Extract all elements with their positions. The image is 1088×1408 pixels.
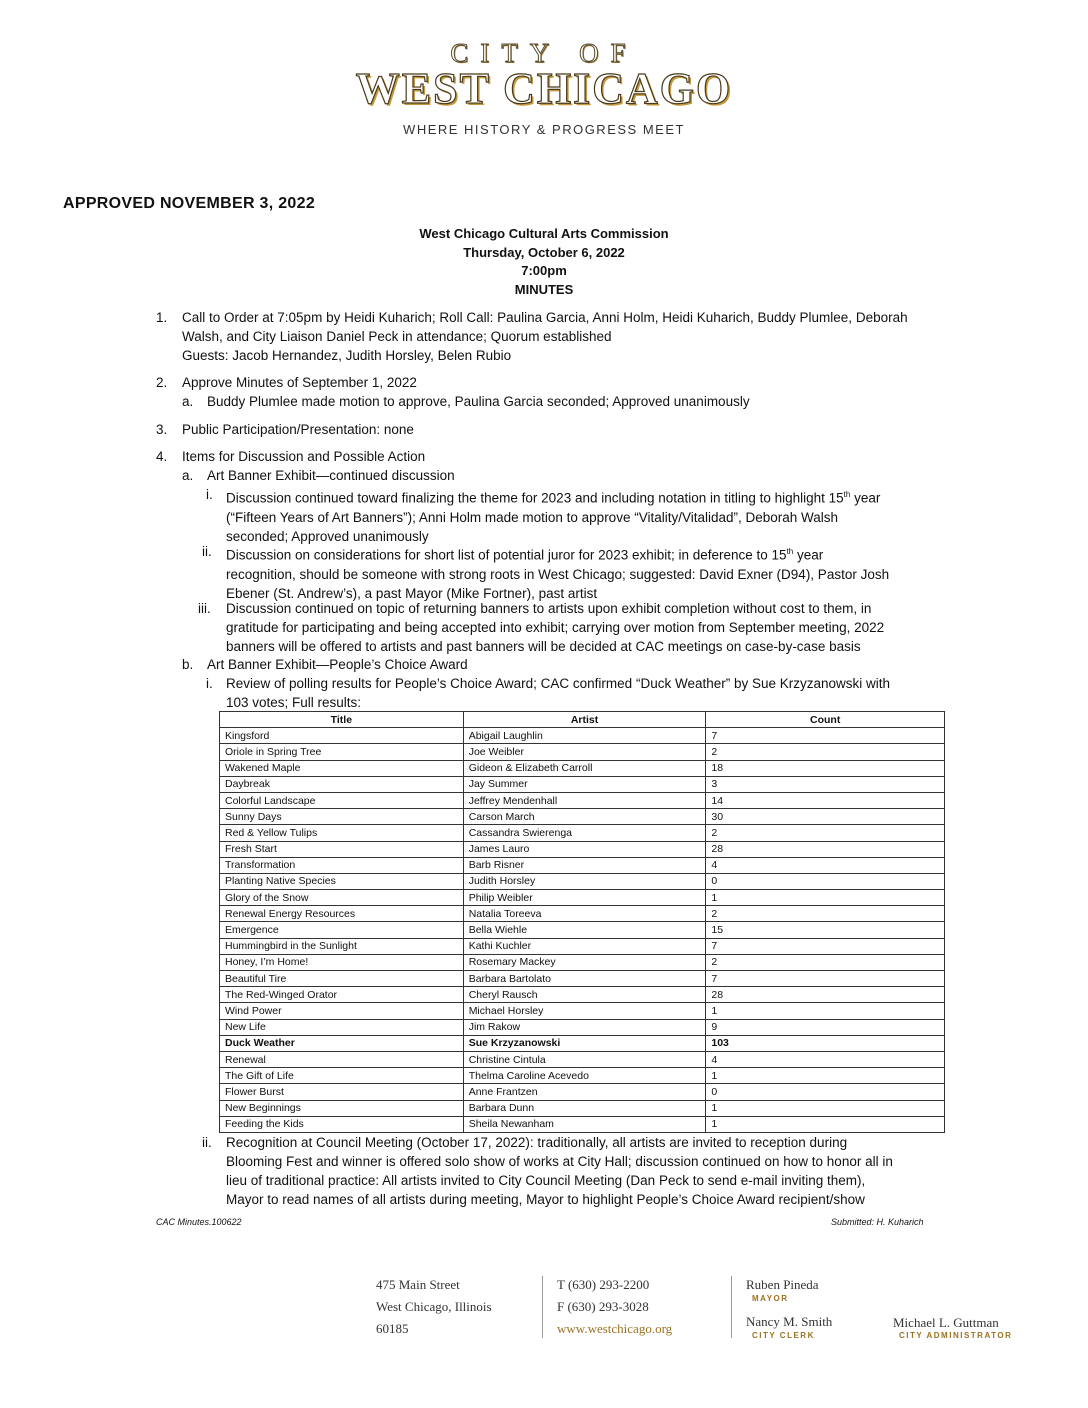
item-line: Call to Order at 7:05pm by Heidi Kuharich; Roll Call: Paulina Garcia, Anni Holm, Heidi Kuharich, Buddy Plumlee, Deborah: [182, 310, 908, 325]
item-4aiii-text: [226, 599, 884, 656]
cell-title: Wakened Maple: [220, 760, 464, 776]
cell-title: Flower Burst: [220, 1084, 464, 1100]
item-4b-text: Art Banner Exhibit—People’s Choice Award: [207, 657, 468, 672]
table-row: [220, 841, 945, 857]
cell-title: Sunny Days: [220, 809, 464, 825]
table-row: [220, 873, 945, 889]
cell-artist: James Lauro: [463, 841, 706, 857]
table-row: [220, 938, 945, 954]
item-roman: ii.: [202, 1135, 212, 1150]
cell-artist: Philip Weibler: [463, 890, 706, 906]
table-row: [220, 890, 945, 906]
table-row: [220, 1019, 945, 1035]
item-line: [226, 542, 889, 565]
cell-title: Duck Weather: [220, 1035, 464, 1051]
clerk-title: CITY CLERK: [752, 1331, 815, 1340]
approval-stamp: APPROVED NOVEMBER 3, 2022: [63, 195, 316, 212]
item-line: Review of polling results for People’s Choice Award; CAC confirmed “Duck Weather” by Sue Krzyzanowski with: [226, 676, 891, 691]
superscript: th: [786, 547, 794, 556]
cell-title: New Beginnings: [220, 1100, 464, 1116]
item-4bi-text: [226, 674, 890, 712]
address-line: West Chicago, Illinois: [376, 1299, 492, 1314]
cell-title: Renewal Energy Resources: [220, 906, 464, 922]
text-part: year: [793, 547, 824, 563]
cell-artist: Natalia Toreeva: [463, 906, 706, 922]
column-header: Count: [706, 712, 945, 728]
item-2a-text: Buddy Plumlee made motion to approve, Paulina Garcia seconded; Approved unanimously: [207, 394, 750, 409]
meeting-time: 7:00pm: [521, 263, 567, 278]
cell-count: 2: [706, 906, 945, 922]
item-line: (“Fifteen Years of Art Banners”); Anni Holm made motion to approve “Vitality/Vitalidad”, Deborah Walsh: [226, 509, 839, 525]
cell-count: 0: [706, 873, 945, 889]
cell-count: 4: [706, 1051, 945, 1067]
table-row: [220, 954, 945, 970]
cell-artist: Judith Horsley: [463, 873, 706, 889]
item-number: 2.: [156, 375, 168, 390]
address-line: 475 Main Street: [376, 1277, 460, 1292]
table-row: [220, 825, 945, 841]
table-row: [220, 1100, 945, 1116]
item-roman: ii.: [202, 544, 212, 559]
cell-title: The Red-Winged Orator: [220, 987, 464, 1003]
cell-count: 2: [706, 744, 945, 760]
cell-artist: Carson March: [463, 809, 706, 825]
item-line: Discussion continued on topic of returning banners to artists upon exhibit completion without cost to them, in: [226, 601, 872, 616]
item-line: Mayor to read names of all artists during meeting, Mayor to highlight People’s Choice Award recipient/show: [226, 1192, 865, 1207]
cell-count: 2: [706, 825, 945, 841]
item-line: 103 votes; Full results:: [226, 695, 362, 710]
table-row: [220, 1068, 945, 1084]
logo-city-of: CITY OF: [450, 38, 638, 68]
cell-title: Kingsford: [220, 728, 464, 744]
item-4-text: Items for Discussion and Possible Action: [182, 449, 426, 464]
item-4aii-text: [226, 542, 889, 603]
cell-title: Honey, I’m Home!: [220, 954, 464, 970]
cell-artist: Michael Horsley: [463, 1003, 706, 1019]
results-table: [219, 711, 945, 1133]
cell-title: Beautiful Tire: [220, 971, 464, 987]
item-roman: iii.: [198, 601, 211, 616]
cell-artist: Jeffrey Mendenhall: [463, 792, 706, 808]
city-address: [376, 1274, 492, 1340]
cell-artist: Barb Risner: [463, 857, 706, 873]
table-row: [220, 744, 945, 760]
item-line: seconded; Approved unanimously: [226, 528, 429, 544]
logo-west-chicago: WEST CHICAGO: [355, 64, 733, 113]
cell-artist: Anne Frantzen: [463, 1084, 706, 1100]
item-4bii-text: [226, 1133, 893, 1209]
cell-artist: Joe Weibler: [463, 744, 706, 760]
mayor-title: MAYOR: [752, 1294, 789, 1303]
cell-title: Renewal: [220, 1051, 464, 1067]
item-4ai-text: [226, 485, 880, 546]
administrator-name: Michael L. Guttman: [893, 1315, 999, 1330]
cell-title: Fresh Start: [220, 841, 464, 857]
cell-artist: Cassandra Swierenga: [463, 825, 706, 841]
cell-artist: Gideon & Elizabeth Carroll: [463, 760, 706, 776]
cell-count: 1: [706, 1116, 945, 1132]
cell-count: 7: [706, 971, 945, 987]
cell-artist: Christine Cintula: [463, 1051, 706, 1067]
cell-artist: Kathi Kuchler: [463, 938, 706, 954]
cell-artist: Rosemary Mackey: [463, 954, 706, 970]
item-1-text: [182, 308, 908, 365]
cell-title: Glory of the Snow: [220, 890, 464, 906]
cell-artist: Bella Wiehle: [463, 922, 706, 938]
divider: [542, 1276, 543, 1338]
cell-artist: Abigail Laughlin: [463, 728, 706, 744]
superscript: th: [843, 490, 851, 499]
item-number: 1.: [156, 310, 168, 325]
cell-count: 7: [706, 938, 945, 954]
cell-count: 28: [706, 841, 945, 857]
cell-title: Feeding the Kids: [220, 1116, 464, 1132]
cell-count: 1: [706, 1068, 945, 1084]
item-letter: a.: [182, 468, 194, 483]
cell-count: 9: [706, 1019, 945, 1035]
website-link[interactable]: www.westchicago.org: [557, 1321, 673, 1336]
org-name: West Chicago Cultural Arts Commission: [419, 226, 669, 241]
cell-title: Hummingbird in the Sunlight: [220, 938, 464, 954]
cell-title: Colorful Landscape: [220, 792, 464, 808]
cell-title: Emergence: [220, 922, 464, 938]
address-line: 60185: [376, 1321, 409, 1336]
cell-count: 0: [706, 1084, 945, 1100]
table-row: [220, 987, 945, 1003]
cell-artist: Sheila Newanham: [463, 1116, 706, 1132]
item-roman: i.: [206, 676, 213, 691]
cell-artist: Barbara Bartolato: [463, 971, 706, 987]
item-line: gratitude for participating and being accepted into exhibit; carrying over motion from September meeting, 2022: [226, 620, 885, 635]
item-3-text: Public Participation/Presentation: none: [182, 422, 414, 437]
city-contact: [557, 1274, 672, 1340]
table-row: [220, 776, 945, 792]
item-number: 3.: [156, 422, 168, 437]
item-number: 4.: [156, 449, 168, 464]
table-row: [220, 792, 945, 808]
divider: [731, 1276, 732, 1338]
submitted-by: Submitted: H. Kuharich: [831, 1217, 924, 1227]
column-header: Artist: [463, 712, 706, 728]
table-row: [220, 906, 945, 922]
cell-count: 1: [706, 1100, 945, 1116]
item-4a-text: Art Banner Exhibit—continued discussion: [207, 468, 455, 483]
item-line: Recognition at Council Meeting (October 17, 2022): traditionally, all artists are invited to reception during: [226, 1135, 848, 1150]
cell-count: 15: [706, 922, 945, 938]
table-row: [220, 1035, 945, 1051]
table-row: [220, 1003, 945, 1019]
cell-title: Red & Yellow Tulips: [220, 825, 464, 841]
cell-count: 28: [706, 987, 945, 1003]
doc-title: MINUTES: [514, 281, 574, 297]
cell-artist: Cheryl Rausch: [463, 987, 706, 1003]
cell-artist: Jim Rakow: [463, 1019, 706, 1035]
cell-count: 18: [706, 760, 945, 776]
table-row: [220, 857, 945, 873]
meeting-date: Thursday, October 6, 2022: [463, 244, 625, 260]
table-header-row: [220, 712, 945, 728]
cell-count: 4: [706, 857, 945, 873]
cell-title: Planting Native Species: [220, 873, 464, 889]
table-row: [220, 728, 945, 744]
phone-number: T (630) 293-2200: [557, 1277, 650, 1292]
table-row: [220, 760, 945, 776]
tagline: WHERE HISTORY & PROGRESS MEET: [403, 122, 685, 137]
item-line: Blooming Fest and winner is offered solo show of works at City Hall; discussion continued on how to honor all in: [226, 1154, 893, 1169]
table-row: [220, 922, 945, 938]
item-line: banners will be offered to artists and past banners will be decided at CAC meetings on case-by-case basis: [226, 639, 861, 654]
results-body: [220, 728, 945, 1133]
mayor-name: Ruben Pineda: [746, 1277, 819, 1292]
text-part: Discussion on considerations for short list of potential juror for 2023 exhibit; in deference to 15: [226, 547, 787, 563]
table-row: [220, 1084, 945, 1100]
cell-count: 103: [706, 1035, 945, 1051]
table-row: [220, 971, 945, 987]
item-line: lieu of traditional practice: All artists invited to City Council Meeting (Dan Peck to send e-mail inviting them),: [226, 1173, 866, 1188]
cell-count: 14: [706, 792, 945, 808]
item-letter: b.: [182, 657, 194, 672]
meeting-header: [0, 225, 1088, 299]
cell-title: New Life: [220, 1019, 464, 1035]
cell-count: 1: [706, 890, 945, 906]
cell-title: The Gift of Life: [220, 1068, 464, 1084]
text-part: year: [850, 490, 881, 506]
cell-artist: Barbara Dunn: [463, 1100, 706, 1116]
item-2-text: Approve Minutes of September 1, 2022: [182, 375, 417, 390]
cell-artist: Thelma Caroline Acevedo: [463, 1068, 706, 1084]
cell-count: 7: [706, 728, 945, 744]
item-line: [226, 485, 880, 508]
table-row: [220, 1051, 945, 1067]
item-line: Walsh, and City Liaison Daniel Peck in attendance; Quorum established: [182, 329, 612, 344]
cell-count: 3: [706, 776, 945, 792]
table-row: [220, 1116, 945, 1132]
clerk-name: Nancy M. Smith: [746, 1314, 833, 1329]
item-line: Ebener (St. Andrew’s), a past Mayor (Mike Fortner), past artist: [226, 585, 598, 601]
cell-count: 1: [706, 1003, 945, 1019]
cell-title: Wind Power: [220, 1003, 464, 1019]
item-line: Guests: Jacob Hernandez, Judith Horsley, Belen Rubio: [182, 348, 512, 363]
fax-number: F (630) 293-3028: [557, 1299, 649, 1314]
cell-artist: Jay Summer: [463, 776, 706, 792]
doc-reference: CAC Minutes.100622: [156, 1217, 242, 1227]
cell-count: 2: [706, 954, 945, 970]
item-letter: a.: [182, 394, 194, 409]
city-logo: [0, 38, 1088, 114]
cell-title: Daybreak: [220, 776, 464, 792]
cell-artist: Sue Krzyzanowski: [463, 1035, 706, 1051]
administrator-title: CITY ADMINISTRATOR: [899, 1331, 1013, 1340]
cell-count: 30: [706, 809, 945, 825]
cell-title: Transformation: [220, 857, 464, 873]
text-part: Discussion continued toward finalizing the theme for 2023 and including notation in titling to highlight 15: [226, 490, 844, 506]
cell-title: Oriole in Spring Tree: [220, 744, 464, 760]
item-roman: i.: [206, 487, 213, 502]
item-line: recognition, should be someone with strong roots in West Chicago; suggested: David Exner (D94), Pastor Josh: [226, 566, 890, 582]
table-row: [220, 809, 945, 825]
column-header: Title: [220, 712, 464, 728]
